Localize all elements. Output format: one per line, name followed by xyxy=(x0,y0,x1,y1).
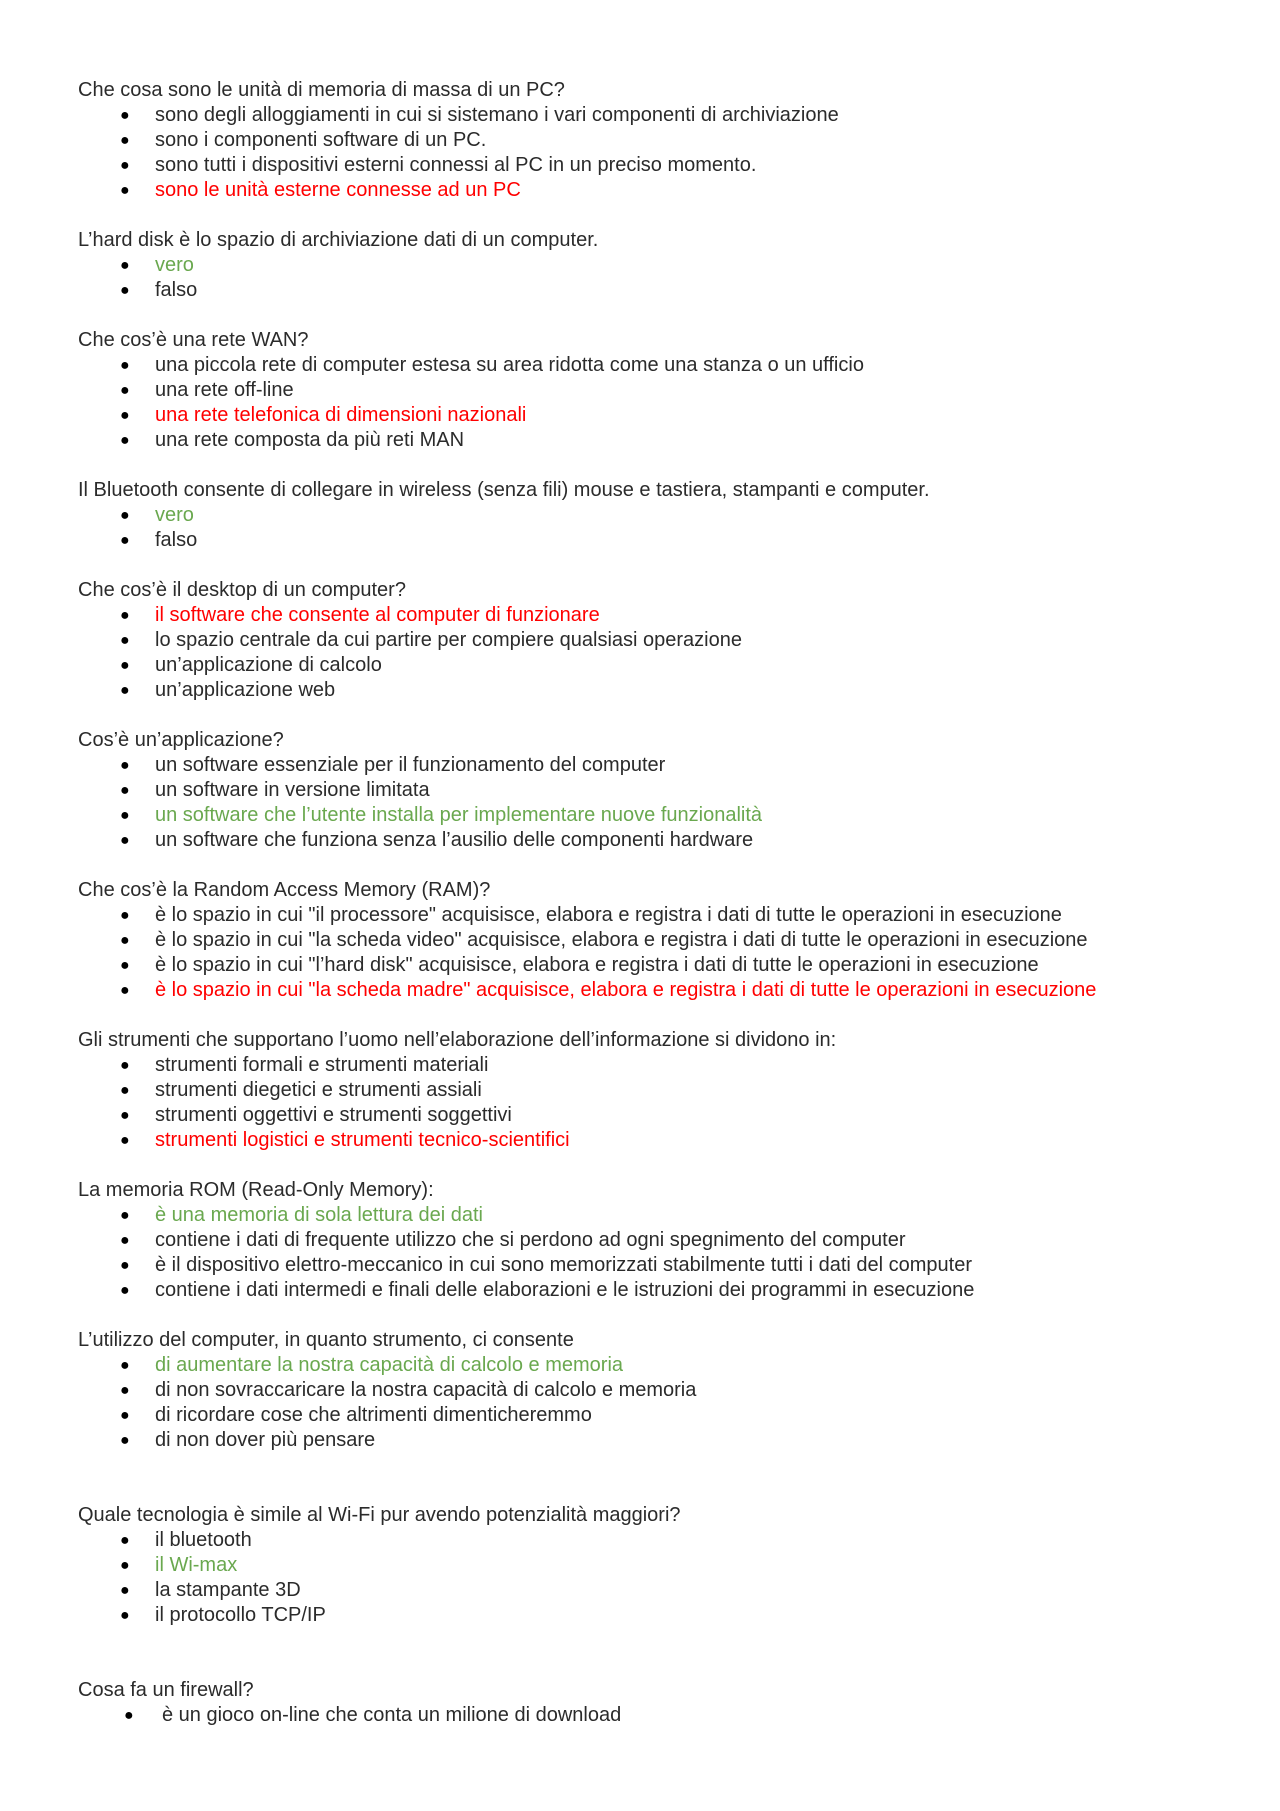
question-text: Il Bluetooth consente di collegare in wireless (senza fili) mouse e tastiera, stampanti e computer. xyxy=(78,479,930,501)
paragraph-spacer xyxy=(78,1153,1268,1178)
answer-list xyxy=(78,253,1268,303)
question-text: Che cosa sono le unità di memoria di massa di un PC? xyxy=(78,79,565,101)
answer-text: è un gioco on-line che conta un milione di download xyxy=(162,1704,622,1726)
answer-option xyxy=(78,1253,1268,1278)
answer-option xyxy=(78,1603,1268,1628)
answer-option xyxy=(78,1203,1268,1228)
answer-option xyxy=(78,353,1268,378)
paragraph-spacer xyxy=(78,303,1268,328)
bullet-icon: ● xyxy=(120,257,130,274)
answer-option xyxy=(78,1078,1268,1103)
answer-option xyxy=(78,1528,1268,1553)
answer-list xyxy=(78,753,1268,853)
answer-text: falso xyxy=(155,529,198,551)
answer-text: è il dispositivo elettro-meccanico in cui sono memorizzati stabilmente tutti i dati del computer xyxy=(155,1254,973,1276)
bullet-icon: ● xyxy=(120,1057,130,1074)
answer-text: contiene i dati di frequente utilizzo che si perdono ad ogni spegnimento del computer xyxy=(155,1229,906,1251)
answer-option xyxy=(78,603,1268,628)
answer-text: un software essenziale per il funzionamento del computer xyxy=(155,754,666,776)
question-text: Che cos’è la Random Access Memory (RAM)? xyxy=(78,879,491,901)
answer-option xyxy=(78,978,1268,1003)
bullet-icon: ● xyxy=(120,432,130,449)
bullet-icon: ● xyxy=(120,1232,130,1249)
bullet-icon: ● xyxy=(120,282,130,299)
question-text: Quale tecnologia è simile al Wi-Fi pur avendo potenzialità maggiori? xyxy=(78,1504,681,1526)
question-block xyxy=(78,78,1268,203)
bullet-icon: ● xyxy=(120,1607,130,1624)
answer-option xyxy=(78,253,1268,278)
answer-option xyxy=(78,753,1268,778)
question-block xyxy=(78,1178,1268,1303)
answer-text: sono le unità esterne connesse ad un PC xyxy=(155,179,521,201)
answer-list xyxy=(78,1703,1268,1728)
answer-option xyxy=(78,153,1268,178)
bullet-icon: ● xyxy=(120,1557,130,1574)
answer-text: contiene i dati intermedi e finali delle elaborazioni e le istruzioni dei programmi in esecuzione xyxy=(155,1279,975,1301)
question-block xyxy=(78,578,1268,703)
bullet-icon: ● xyxy=(120,682,130,699)
bullet-icon: ● xyxy=(120,1132,130,1149)
question-text: L’hard disk è lo spazio di archiviazione dati di un computer. xyxy=(78,229,599,251)
question-block xyxy=(78,228,1268,303)
answer-list xyxy=(78,353,1268,453)
answer-option xyxy=(78,403,1268,428)
answer-option xyxy=(78,678,1268,703)
bullet-icon: ● xyxy=(120,657,130,674)
paragraph-spacer xyxy=(78,1628,1268,1678)
answer-text: strumenti logistici e strumenti tecnico-scientifici xyxy=(155,1129,570,1151)
answer-option xyxy=(78,953,1268,978)
answer-text: lo spazio centrale da cui partire per compiere qualsiasi operazione xyxy=(155,629,742,651)
answer-text: strumenti diegetici e strumenti assiali xyxy=(155,1079,482,1101)
answer-text: un software in versione limitata xyxy=(155,779,430,801)
bullet-icon: ● xyxy=(120,382,130,399)
question-block xyxy=(78,328,1268,453)
answer-text: il protocollo TCP/IP xyxy=(155,1604,326,1626)
question-block xyxy=(78,878,1268,1003)
bullet-icon: ● xyxy=(120,182,130,199)
answer-option xyxy=(78,278,1268,303)
bullet-icon: ● xyxy=(120,632,130,649)
answer-list xyxy=(78,603,1268,703)
answer-option xyxy=(78,1378,1268,1403)
bullet-icon: ● xyxy=(120,132,130,149)
question-block xyxy=(78,1503,1268,1628)
question-text: Gli strumenti che supportano l’uomo nell’elaborazione dell’informazione si dividono in: xyxy=(78,1029,837,1051)
question-block xyxy=(78,478,1268,553)
bullet-icon: ● xyxy=(120,532,130,549)
answer-text: un’applicazione di calcolo xyxy=(155,654,382,676)
question-text: La memoria ROM (Read-Only Memory): xyxy=(78,1179,434,1201)
question-block xyxy=(78,728,1268,853)
answer-option xyxy=(78,1128,1268,1153)
bullet-icon: ● xyxy=(120,507,130,524)
answer-list xyxy=(78,1353,1268,1453)
answer-text: strumenti oggettivi e strumenti soggettivi xyxy=(155,1104,512,1126)
paragraph-spacer xyxy=(78,453,1268,478)
answer-option xyxy=(78,1403,1268,1428)
answer-text: il software che consente al computer di funzionare xyxy=(155,604,600,626)
answer-option xyxy=(78,1553,1268,1578)
answer-text: è lo spazio in cui "la scheda madre" acquisisce, elabora e registra i dati di tutte le operazioni in esecuzione xyxy=(155,979,1097,1001)
question-block xyxy=(78,1678,1268,1728)
bullet-icon: ● xyxy=(120,957,130,974)
bullet-icon: ● xyxy=(120,907,130,924)
answer-text: una piccola rete di computer estesa su area ridotta come una stanza o un ufficio xyxy=(155,354,864,376)
question-block xyxy=(78,1328,1268,1453)
bullet-icon: ● xyxy=(120,1357,130,1374)
answer-text: sono i componenti software di un PC. xyxy=(155,129,487,151)
bullet-icon: ● xyxy=(120,982,130,999)
answer-option xyxy=(78,1103,1268,1128)
answer-option xyxy=(78,178,1268,203)
answer-option xyxy=(78,778,1268,803)
paragraph-spacer xyxy=(78,853,1268,878)
answer-text: è lo spazio in cui "l’hard disk" acquisisce, elabora e registra i dati di tutte le operazioni in esecuzione xyxy=(155,954,1039,976)
answer-list xyxy=(78,903,1268,1003)
question-text: Cos’è un’applicazione? xyxy=(78,729,284,751)
answer-option xyxy=(78,528,1268,553)
answer-option xyxy=(78,1703,1268,1728)
answer-text: un software che l’utente installa per implementare nuove funzionalità xyxy=(155,804,763,826)
bullet-icon: ● xyxy=(120,607,130,624)
question-text: Che cos’è il desktop di un computer? xyxy=(78,579,406,601)
answer-list xyxy=(78,503,1268,553)
paragraph-spacer xyxy=(78,1453,1268,1503)
answer-option xyxy=(78,903,1268,928)
paragraph-spacer xyxy=(78,553,1268,578)
bullet-icon: ● xyxy=(120,357,130,374)
bullet-icon: ● xyxy=(120,107,130,124)
bullet-icon: ● xyxy=(120,1382,130,1399)
answer-text: il bluetooth xyxy=(155,1529,252,1551)
answer-option xyxy=(78,1278,1268,1303)
answer-text: il Wi-max xyxy=(155,1554,238,1576)
answer-option xyxy=(78,103,1268,128)
bullet-icon: ● xyxy=(120,1282,130,1299)
bullet-icon: ● xyxy=(120,1582,130,1599)
bullet-icon: ● xyxy=(120,1432,130,1449)
answer-list xyxy=(78,1053,1268,1153)
answer-text: vero xyxy=(155,504,194,526)
answer-option xyxy=(78,828,1268,853)
bullet-icon: ● xyxy=(120,932,130,949)
answer-option xyxy=(78,1353,1268,1378)
question-text: Cosa fa un firewall? xyxy=(78,1679,254,1701)
question-block xyxy=(78,1028,1268,1153)
answer-option xyxy=(78,428,1268,453)
answer-option xyxy=(78,928,1268,953)
answer-text: di non dover più pensare xyxy=(155,1429,376,1451)
answer-option xyxy=(78,378,1268,403)
answer-option xyxy=(78,128,1268,153)
answer-text: una rete composta da più reti MAN xyxy=(155,429,465,451)
answer-list xyxy=(78,1203,1268,1303)
answer-text: è lo spazio in cui "la scheda video" acquisisce, elabora e registra i dati di tutte le operazioni in esecuzione xyxy=(155,929,1088,951)
answer-option xyxy=(78,1228,1268,1253)
answer-text: un’applicazione web xyxy=(155,679,336,701)
bullet-icon: ● xyxy=(120,807,130,824)
bullet-icon: ● xyxy=(120,407,130,424)
bullet-icon: ● xyxy=(120,1257,130,1274)
bullet-icon: ● xyxy=(120,757,130,774)
answer-text: un software che funziona senza l’ausilio delle componenti hardware xyxy=(155,829,754,851)
answer-text: una rete telefonica di dimensioni nazionali xyxy=(155,404,527,426)
paragraph-spacer xyxy=(78,1003,1268,1028)
bullet-icon: ● xyxy=(120,1207,130,1224)
answer-option xyxy=(78,1053,1268,1078)
answer-text: è lo spazio in cui "il processore" acquisisce, elabora e registra i dati di tutte le operazioni in esecuzione xyxy=(155,904,1062,926)
answer-option xyxy=(78,503,1268,528)
answer-text: vero xyxy=(155,254,194,276)
answer-list xyxy=(78,1528,1268,1628)
answer-text: di ricordare cose che altrimenti dimenticheremmo xyxy=(155,1404,592,1426)
answer-text: sono degli alloggiamenti in cui si sistemano i vari componenti di archiviazione xyxy=(155,104,839,126)
bullet-icon: ● xyxy=(120,157,130,174)
bullet-icon: ● xyxy=(120,1407,130,1424)
bullet-icon: ● xyxy=(120,1107,130,1124)
answer-list xyxy=(78,103,1268,203)
bullet-icon: ● xyxy=(120,1082,130,1099)
answer-option xyxy=(78,1428,1268,1453)
answer-option xyxy=(78,653,1268,678)
answer-option xyxy=(78,628,1268,653)
paragraph-spacer xyxy=(78,703,1268,728)
question-text: Che cos’è una rete WAN? xyxy=(78,329,309,351)
bullet-icon: ● xyxy=(120,832,130,849)
bullet-icon: ● xyxy=(120,1532,130,1549)
bullet-icon: ● xyxy=(120,782,130,799)
bullet-icon: ● xyxy=(124,1707,134,1724)
question-text: L’utilizzo del computer, in quanto strumento, ci consente xyxy=(78,1329,574,1351)
answer-text: falso xyxy=(155,279,198,301)
answer-text: strumenti formali e strumenti materiali xyxy=(155,1054,489,1076)
paragraph-spacer xyxy=(78,1303,1268,1328)
answer-option xyxy=(78,803,1268,828)
answer-text: di non sovraccaricare la nostra capacità di calcolo e memoria xyxy=(155,1379,697,1401)
answer-text: sono tutti i dispositivi esterni connessi al PC in un preciso momento. xyxy=(155,154,757,176)
answer-text: di aumentare la nostra capacità di calcolo e memoria xyxy=(155,1354,624,1376)
paragraph-spacer xyxy=(78,203,1268,228)
answer-option xyxy=(78,1578,1268,1603)
answer-text: una rete off-line xyxy=(155,379,294,401)
answer-text: la stampante 3D xyxy=(155,1579,301,1601)
answer-text: è una memoria di sola lettura dei dati xyxy=(155,1204,483,1226)
